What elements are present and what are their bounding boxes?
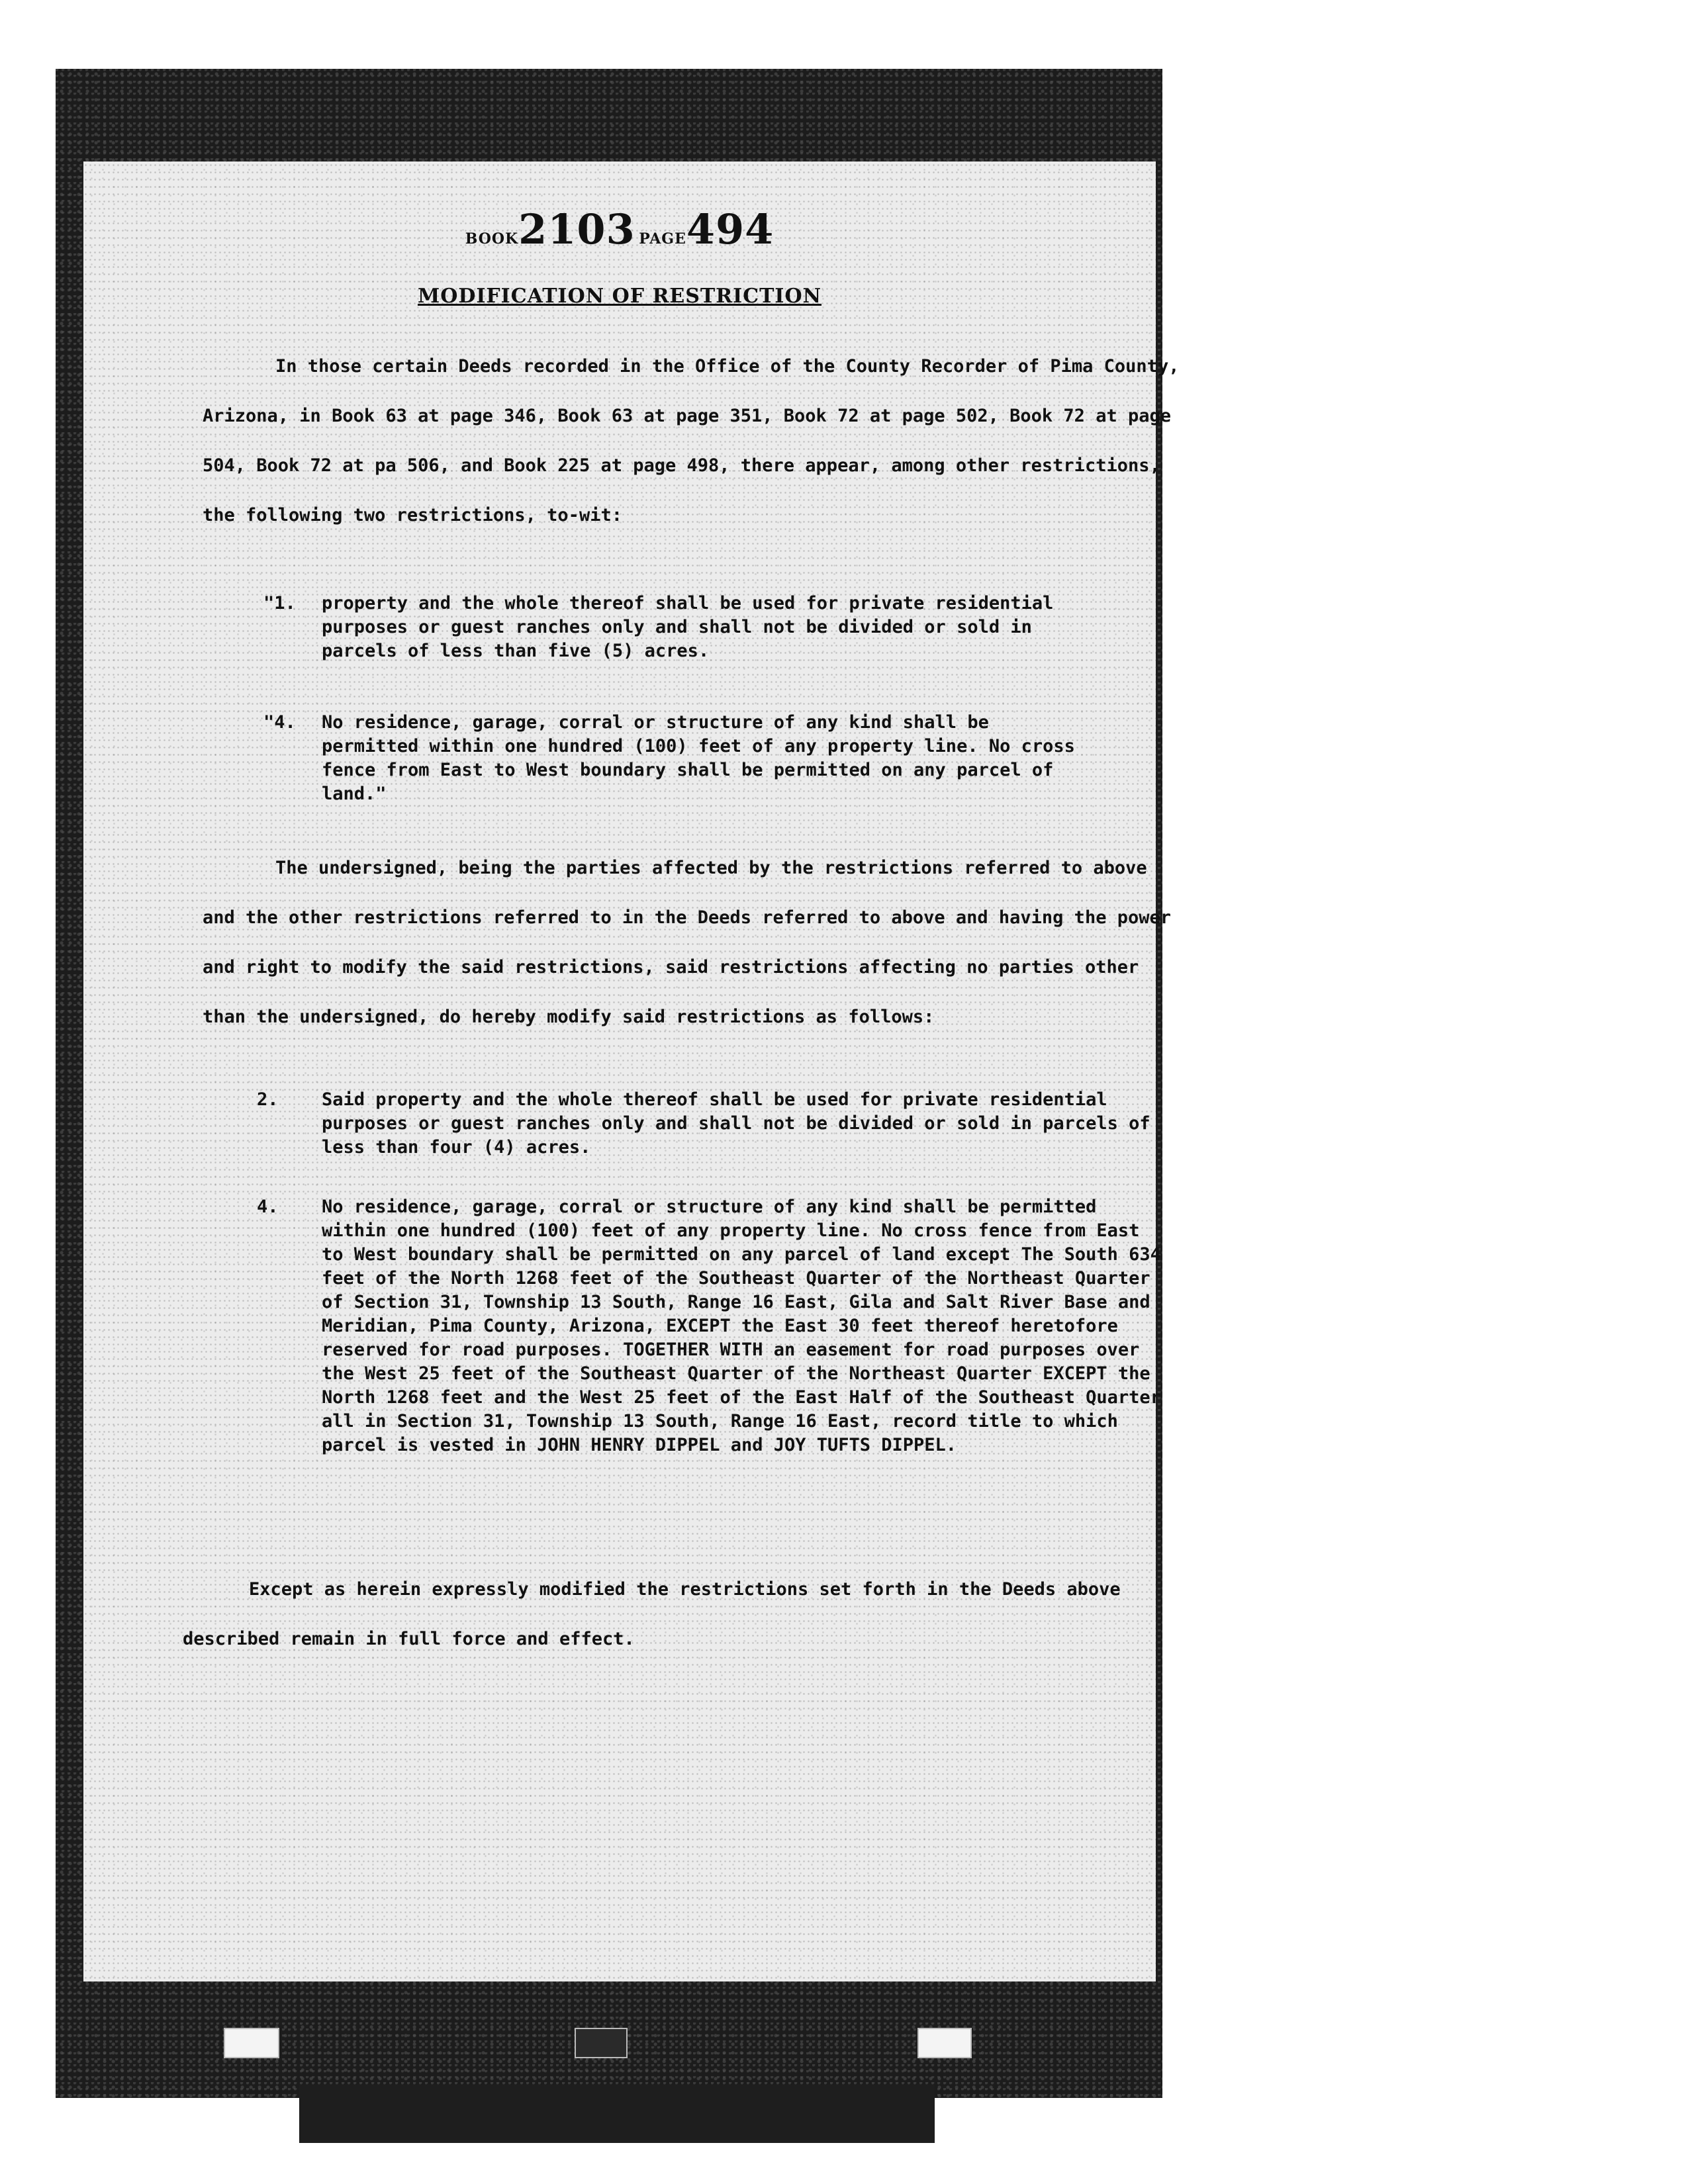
closing-paragraph-text: Except as herein expressly modified the restrictions set forth in the Deeds above described remain in full force and effect.: [183, 1579, 1121, 1649]
middle-paragraph-text: The undersigned, being the parties affected by the restrictions referred to above and the other restrictions referred to in the Deeds referred to above and having the power and right to modify the said restrictions, said restrictions affecting no parties other than the undersigned, do hereby modify said restrictions as follows:: [203, 858, 1171, 1027]
microfilm-frame-tab: [299, 2085, 935, 2143]
middle-paragraph: [203, 843, 1182, 1042]
restriction-text: Said property and the whole thereof shall be used for private residential purposes or guest ranches only and shall not be divided or sold in parcels of less than four (4) acres.: [322, 1089, 1150, 1158]
restriction-text: No residence, garage, corral or structure of any kind shall be permitted within one hundred (100) feet of any property line. No cross fence from East to West boundary shall be permitted on any parcel of land.": [322, 712, 1075, 804]
film-sprocket-hole: [224, 2028, 279, 2058]
book-number: 2103: [518, 205, 635, 253]
restriction-text: No residence, garage, corral or structure of any kind shall be permitted within one hundred (100) feet of any property line. No cross fence from East to West boundary shall be permitted on any parcel of land except The South 634 feet of the North 1268 feet of the Southeast Quarter of the Northeast Quarter of Section 31, Township 13 South, Range 16 East, Gila and Salt River Base and Meridian, Pima County, Arizona, EXCEPT the East 30 feet thereof heretofore reserved for road purposes. TOGETHER WITH an easement for road purposes over the West 25 feet of the Southeast Quarter of the Northeast Quarter EXCEPT the North 1268 feet and the West 25 feet of the East Half of the Southeast Quarter all in Section 31, Township 13 South, Range 16 East, record title to which parcel is vested in JOHN HENRY DIPPEL and JOY TUFTS DIPPEL.: [322, 1197, 1161, 1455]
film-sprocket-hole: [917, 2028, 972, 2058]
intro-paragraph-text: In those certain Deeds recorded in the Office of the County Recorder of Pima County, Arizona, in Book 63 at page 346, Book 63 at page 351, Book 72 at page 502, Book 72 at page 504, Book 72 at pa 506, and Book 225 at page 498, there appear, among other restrictions, the following two restrictions, to-wit:: [203, 356, 1180, 525]
intro-paragraph: [203, 341, 1182, 540]
restriction-number: "1.: [263, 593, 296, 614]
book-label: BOOK: [465, 230, 519, 248]
closing-paragraph: [183, 1565, 1176, 1664]
document-title: MODIFICATION OF RESTRICTION: [417, 285, 821, 308]
restriction-number: 4.: [257, 1197, 279, 1217]
restriction-number: 2.: [257, 1089, 279, 1110]
page-number: 494: [686, 205, 774, 253]
book-page-stamp: [83, 205, 1156, 253]
document-page: [83, 161, 1180, 1981]
film-sprocket-hole: [575, 2028, 628, 2058]
restriction-number: "4.: [263, 712, 296, 733]
page-label: PAGE: [639, 230, 686, 248]
restriction-text: property and the whole thereof shall be used for private residential purposes or guest ranches only and shall not be divided or sold in parcels of less than five (5) acres.: [322, 593, 1054, 661]
